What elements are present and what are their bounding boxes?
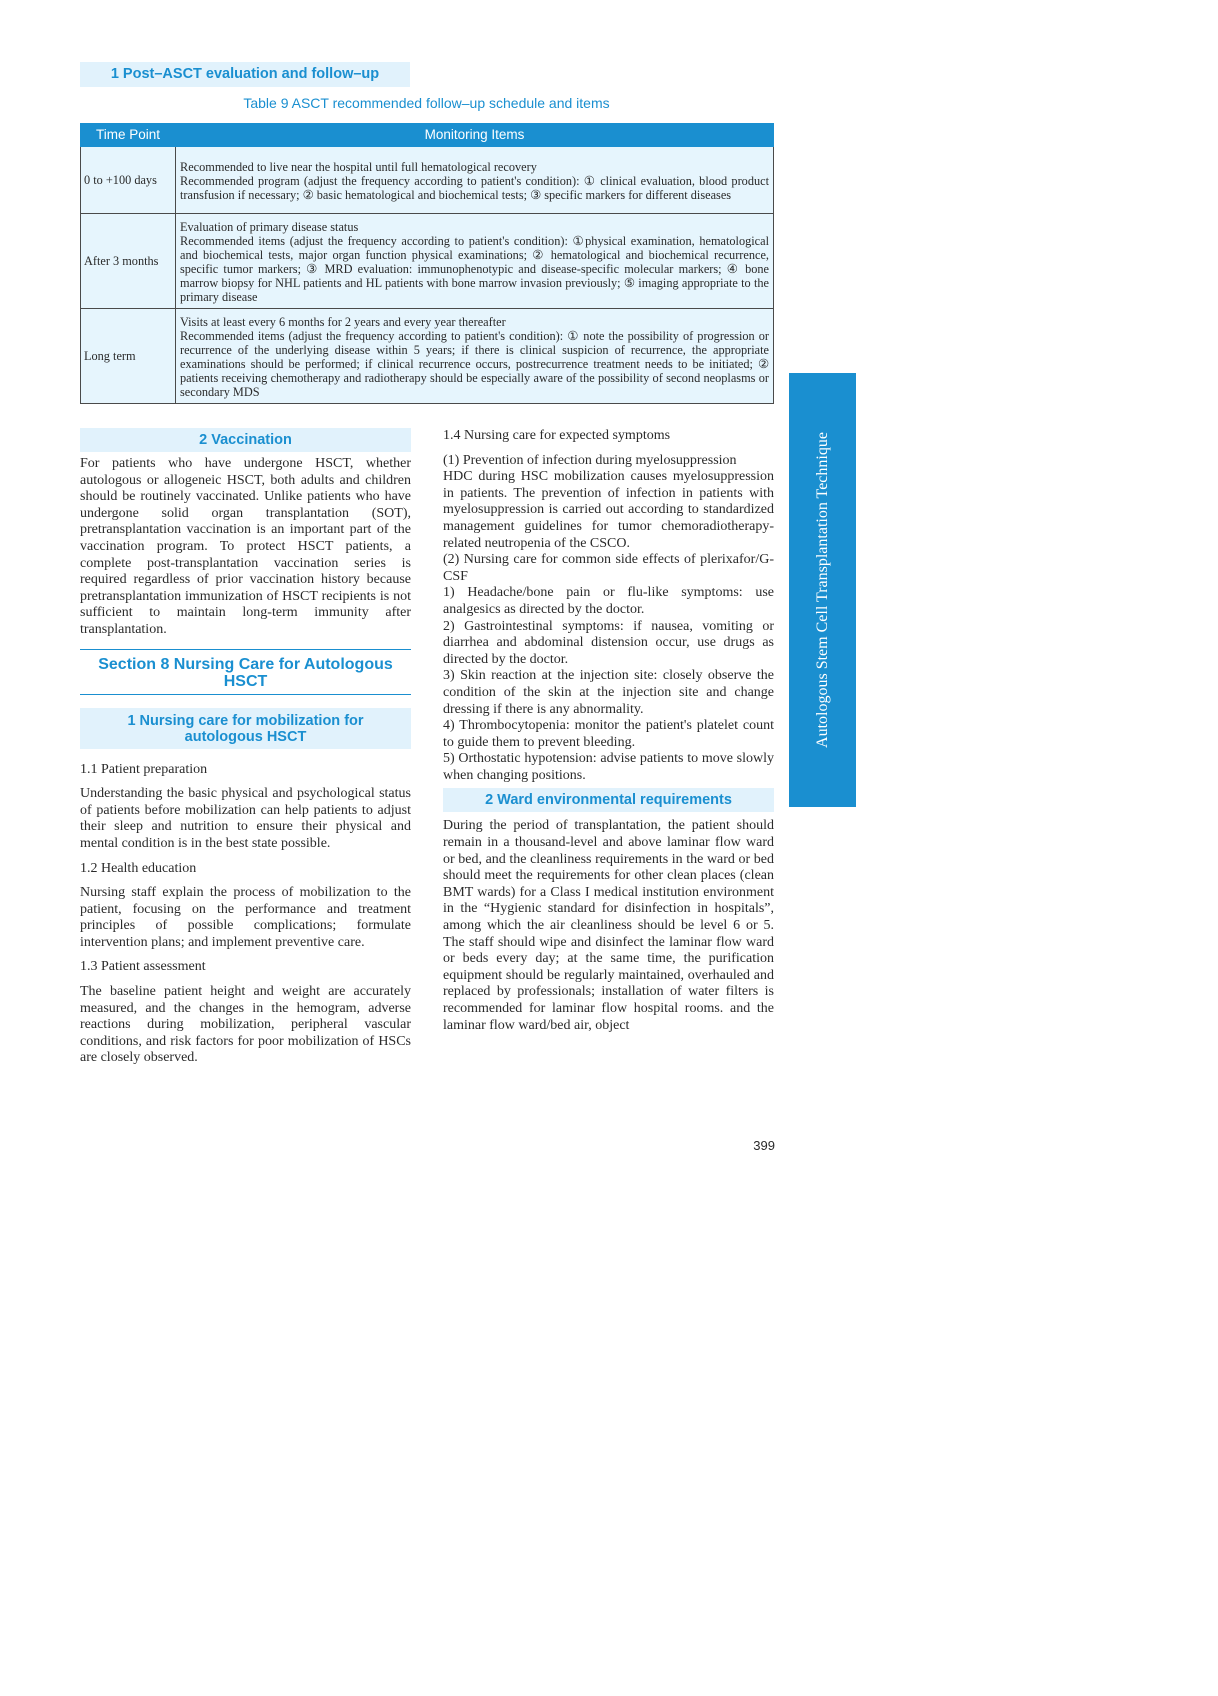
monitoring-items-cell: Visits at least every 6 months for 2 years and every year thereafter Recommended items (adjust the frequency according to patient's condition): ① note the possibility of progression or recurrence of the underlying disease within 5 years; if there is clinical suspicion of recurrence, the appropriate examinations should be performed; if clinical recurrence occurs, postrecurrence treatment needs to be initiated; ② patients receiving chemotherapy and radiotherapy should be especially aware of the possibility of second neoplasms or secondary MDS (176, 309, 774, 404)
list-item: 5) Orthostatic hypotension: advise patients to move slowly when changing positions. (443, 751, 774, 783)
list-item: 3) Skin reaction at the injection site: closely observe the condition of the skin at the injection site and change dressing if there is any abnormality. (443, 668, 774, 717)
subheading-expected-symptoms: 1.4 Nursing care for expected symptoms (443, 428, 671, 443)
infection-prevention-paragraph: HDC during HSC mobilization causes myelosuppression in patients. The prevention of infection in patients with myelosuppression is carried out according to standardized management guidelines for tumor chemoradiotherapy-related neutropenia of the CSCO. (443, 469, 774, 551)
monitoring-items-cell: Evaluation of primary disease status Recommended items (adjust the frequency according to patient's condition): ①physical examination, hematological and biochemical tests, major organ function physical examinations; ② hematological and biochemical recurrence, specific tumor markers; ③ MRD evaluation: immunophenotypic and disease-specific molecular markers; ④ bone marrow biopsy for NHL patients and HL patients with bone marrow invasion previously; ⑤ imaging appropriate to the primary disease (176, 214, 774, 309)
mobilization-heading: 1 Nursing care for mobilization for autologous HSCT (80, 708, 411, 749)
ward-requirements-paragraph: During the period of transplantation, the patient should remain in a thousand-level and above laminar flow ward or bed, and the cleanliness requirements in the ward or bed should meet the requirements for other clean places (clean BMT wards) for a Class I medical institution environment in the “Hygienic standard for disinfection in hospitals”, among which the air cleanliness should be level 6 or 5. The staff should wipe and disinfect the laminar flow ward or beds every day; at the same time, the purification equipment should be regularly maintained, overhauled and replaced by professionals; installation of water filters is recommended for laminar flow hospital rooms. and the laminar flow ward/bed air, object (443, 818, 774, 1033)
list-item: 4) Thrombocytopenia: monitor the patient's platelet count to guide them to prevent bleeding. (443, 718, 774, 750)
column-header-time-point: Time Point (81, 124, 176, 147)
table-row (81, 147, 774, 214)
section-8-title: Section 8 Nursing Care for Autologous HSCT (80, 649, 411, 695)
right-column (443, 428, 774, 1034)
time-point-cell: Long term (81, 309, 176, 404)
table-row (81, 214, 774, 309)
table-row (81, 309, 774, 404)
vaccination-paragraph: For patients who have undergone HSCT, whether autologous or allogeneic HSCT, both adults and children should be routinely vaccinated. Unlike patients who have undergone solid organ transplantation (SOT), pretransplantation vaccination is an important part of the vaccination program. To protect HSCT patients, a complete post-transplantation vaccination series is required regardless of prior vaccination history because pretransplantation immunization of HSCT recipients is not sufficient to maintain long-term immunity after transplantation. (80, 456, 411, 637)
table-header-row (81, 124, 774, 147)
section-heading-post-asct: 1 Post–ASCT evaluation and follow–up (80, 62, 410, 87)
subheading-patient-assessment: 1.3 Patient assessment (80, 959, 206, 975)
time-point-cell: After 3 months (81, 214, 176, 309)
followup-table (80, 123, 774, 404)
patient-preparation-paragraph: Understanding the basic physical and psychological status of patients before mobilization can help patients to adjust their sleep and nutrition to ensure their physical and mental condition is in the best state possible. (80, 786, 411, 851)
time-point-cell: 0 to +100 days (81, 147, 176, 214)
list-item: 2) Gastrointestinal symptoms: if nausea, vomiting or diarrhea and abdominal distension occur, use drugs as directed by the doctor. (443, 618, 774, 667)
list-item: 1) Headache/bone pain or flu-like symptoms: use analgesics as directed by the doctor. (443, 585, 774, 617)
patient-assessment-paragraph: The baseline patient height and weight are accurately measured, and the changes in the hemogram, adverse reactions during mobilization, peripheral vascular conditions, and risk factors for poor mobilization of HSCs are closely observed. (80, 984, 411, 1066)
monitoring-items-cell: Recommended to live near the hospital until full hematological recovery Recommended program (adjust the frequency according to patient's condition): ① clinical evaluation, blood product transfusion if necessary; ② basic hematological and biochemical tests; ③ specific markers for different diseases (176, 147, 774, 214)
infection-prevention-heading: (1) Prevention of infection during myelosuppression (443, 452, 737, 468)
table-caption: Table 9 ASCT recommended follow–up schedule and items (243, 95, 610, 111)
column-header-monitoring-items: Monitoring Items (176, 124, 774, 147)
health-education-paragraph: Nursing staff explain the process of mobilization to the patient, focusing on the performance and treatment principles of possible complications; formulate intervention plans; and implement preventive care. (80, 885, 411, 950)
subheading-patient-preparation: 1.1 Patient preparation (80, 761, 208, 777)
chapter-side-tab (789, 373, 856, 807)
page-number: 399 (753, 1138, 775, 1153)
vaccination-heading: 2 Vaccination (80, 428, 411, 452)
chapter-side-tab-label: Autologous Stem Cell Transplantation Technique (813, 432, 831, 748)
plerixafor-side-effects-heading: (2) Nursing care for common side effects of plerixafor/G-CSF (443, 552, 774, 584)
subheading-health-education: 1.2 Health education (80, 860, 197, 876)
left-column (80, 428, 411, 1067)
ward-requirements-heading: 2 Ward environmental requirements (443, 788, 774, 812)
